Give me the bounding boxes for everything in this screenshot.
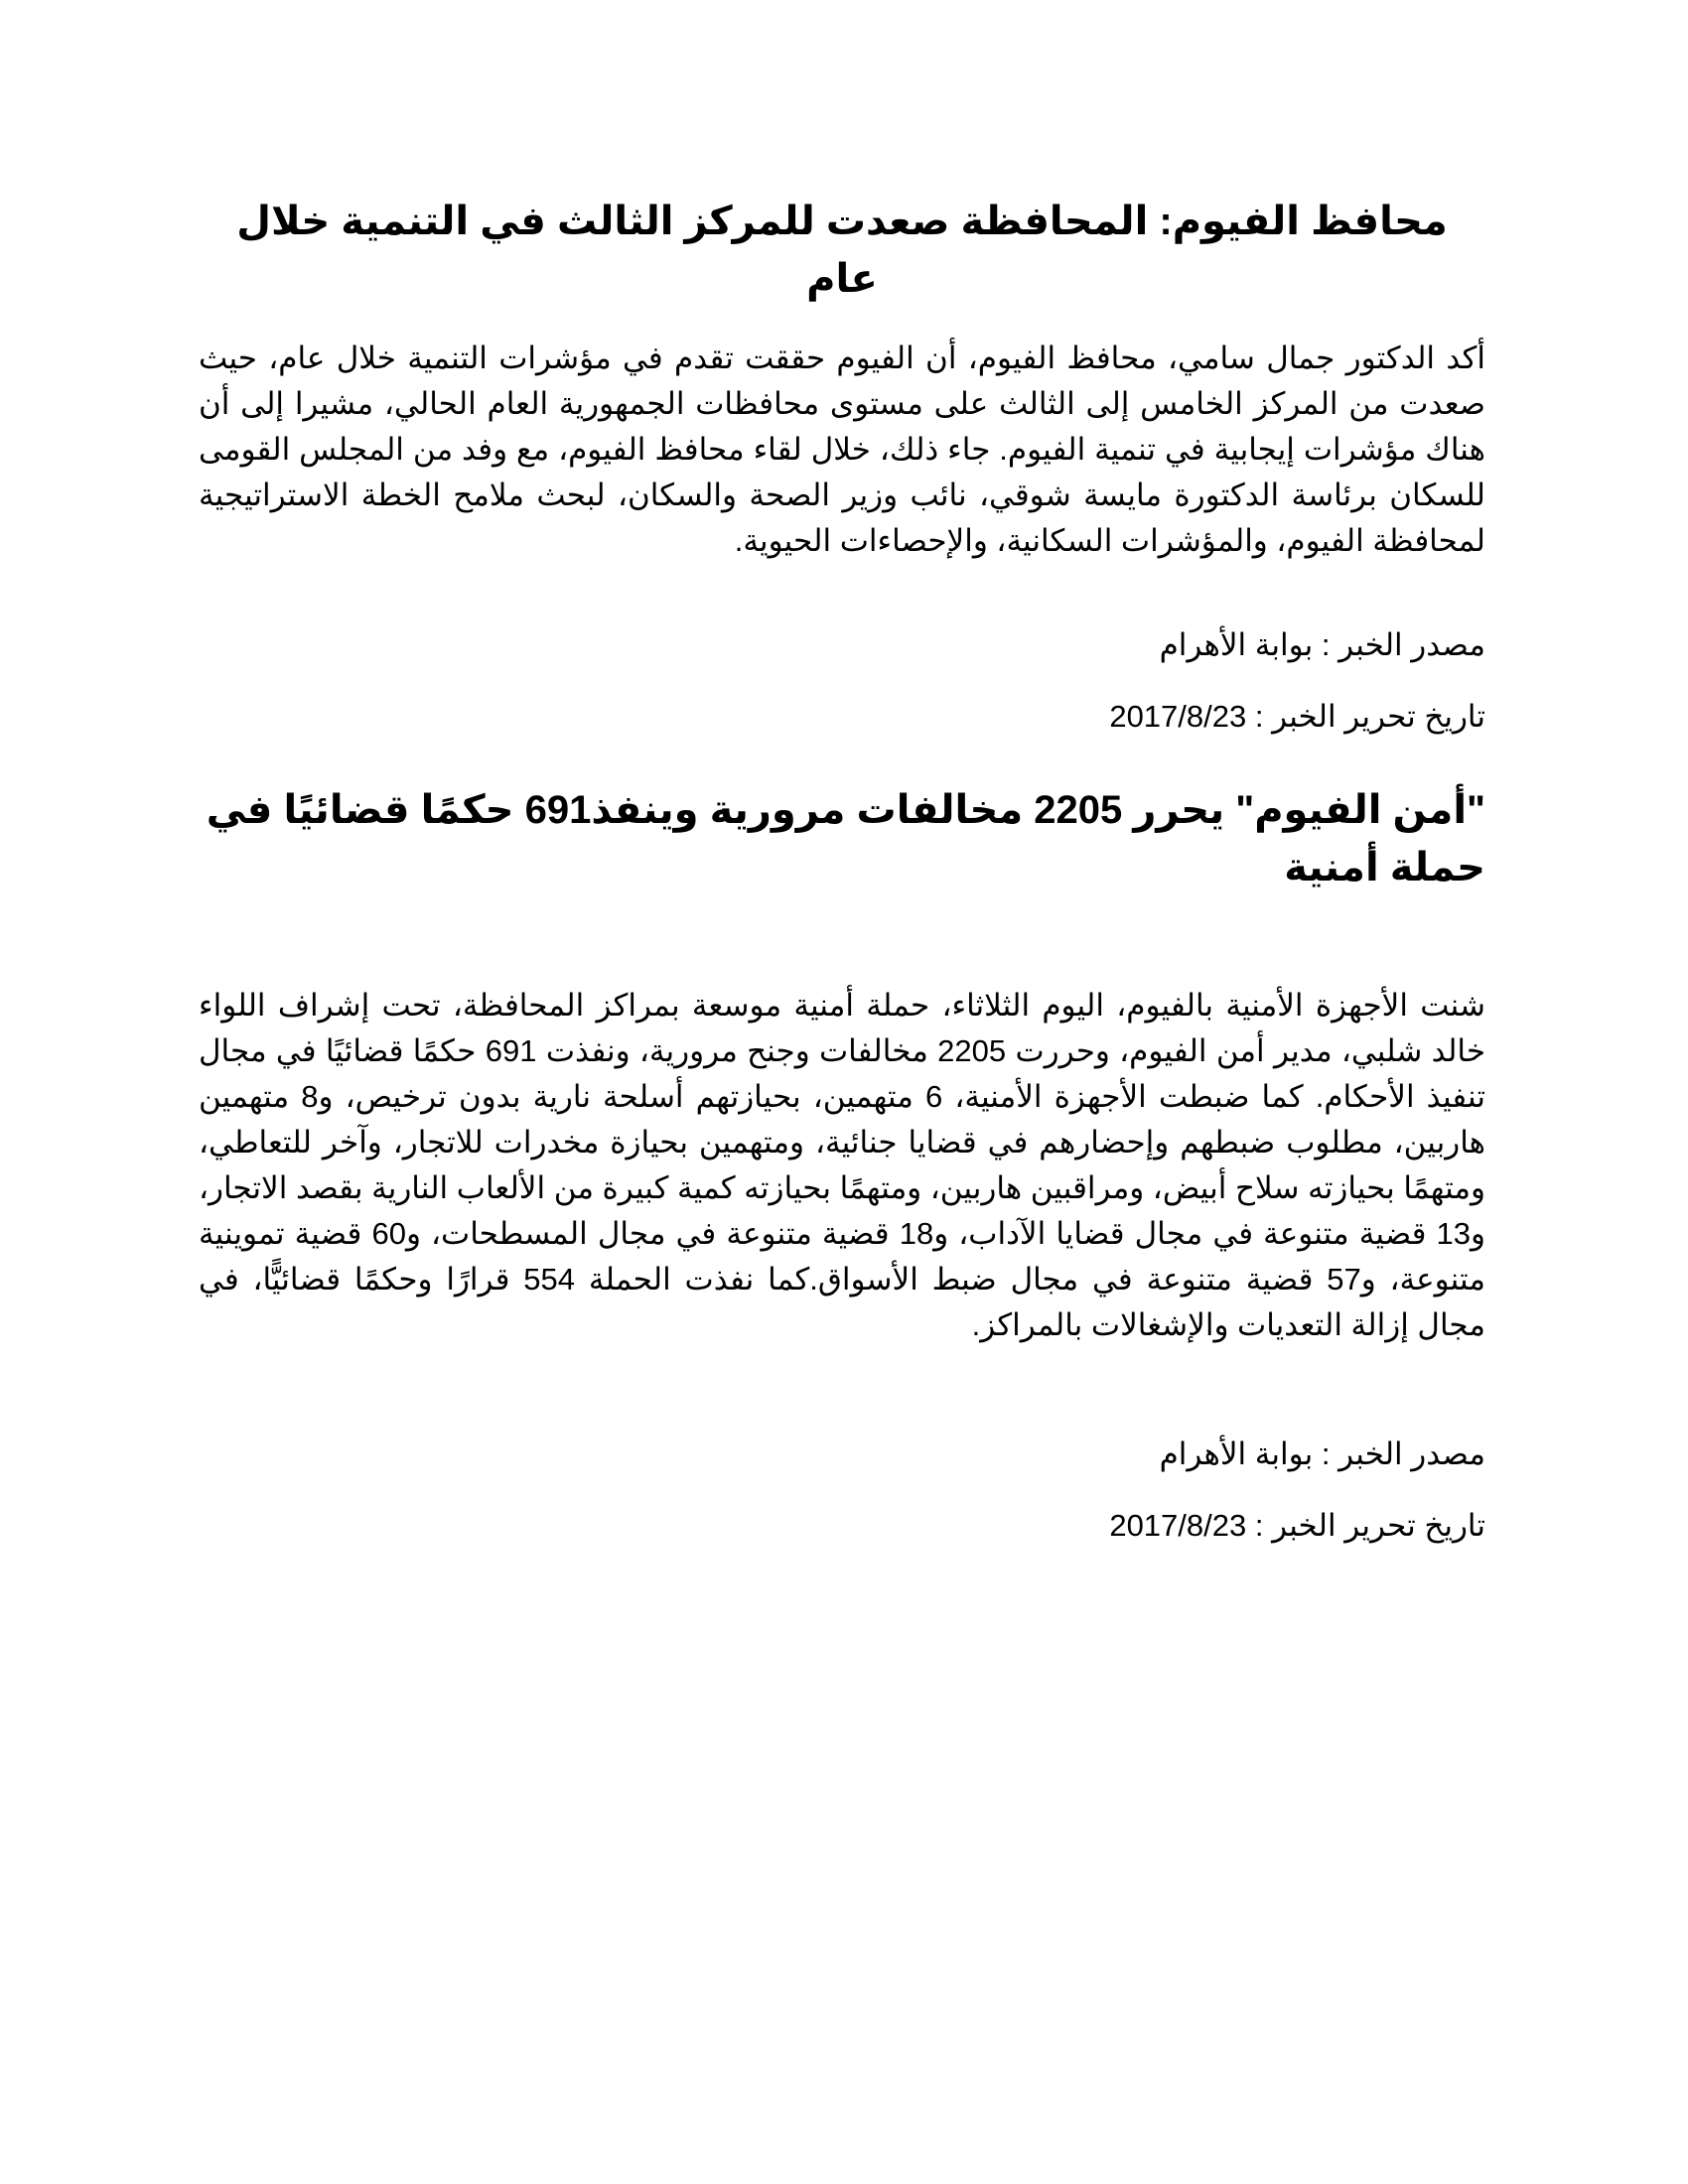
- article-2-headline: "أمن الفيوم" يحرر 2205 مخالفات مرورية وينفذ691 حكمًا قضائيًا في حملة أمنية: [206, 788, 1485, 889]
- article-1-headline: محافظ الفيوم: المحافظة صعدت للمركز الثالث في التنمية خلال عام: [236, 200, 1448, 301]
- article-2-source: مصدر الخبر : بوابة الأهرام: [1159, 1436, 1485, 1471]
- article-1-source: مصدر الخبر : بوابة الأهرام: [1159, 627, 1485, 662]
- document-page: [199, 0, 1485, 2184]
- article-1-date: تاريخ تحرير الخبر : 2017/8/23: [1109, 699, 1485, 734]
- article-2-body: شنت الأجهزة الأمنية بالفيوم، اليوم الثلاثاء، حملة أمنية موسعة بمراكز المحافظة، تحت إشراف اللواء خالد شلبي، مدير أمن الفيوم، وحررت 2205 مخالفات وجنح مرورية، ونفذت 691 حكمًا قضائيًا في مجال تنفيذ الأحكام. كما ضبطت الأجهزة الأمنية، 6 متهمين، بحيازتهم أسلحة نارية بدون ترخيص، و8 متهمين هاربين، مطلوب ضبطهم وإحضارهم في قضايا جنائية، ومتهمين بحيازة مخدرات للاتجار، وآخر للتعاطي، ومتهمًا بحيازته سلاح أبيض، ومراقبين هاربين، ومتهمًا بحيازته كمية كبيرة من الألعاب النارية بقصد الاتجار، و13 قضية متنوعة في مجال قضايا الآداب، و18 قضية متنوعة في مجال المسطحات، و60 قضية تموينية متنوعة، و57 قضية متنوعة في مجال ضبط الأسواق.كما نفذت الحملة 554 قرارًا وحكمًا قضائيًّا، في مجال إزالة التعديات والإشغالات بالمراكز.: [199, 988, 1485, 1342]
- article-2-date: تاريخ تحرير الخبر : 2017/8/23: [1109, 1508, 1485, 1543]
- article-1-body: أكد الدكتور جمال سامي، محافظ الفيوم، أن الفيوم حققت تقدم في مؤشرات التنمية خلال عام، حيث صعدت من المركز الخامس إلى الثالث على مستوى محافظات الجمهورية العام الحالي، مشيرا إلى أن هناك مؤشرات إيجابية في تنمية الفيوم. جاء ذلك، خلال لقاء محافظ الفيوم، مع وفد من المجلس القومى للسكان برئاسة الدكتورة مايسة شوقي، نائب وزير الصحة والسكان، لبحث ملامح الخطة الاستراتيجية لمحافظة الفيوم، والمؤشرات السكانية، والإحصاءات الحيوية.: [199, 341, 1485, 558]
